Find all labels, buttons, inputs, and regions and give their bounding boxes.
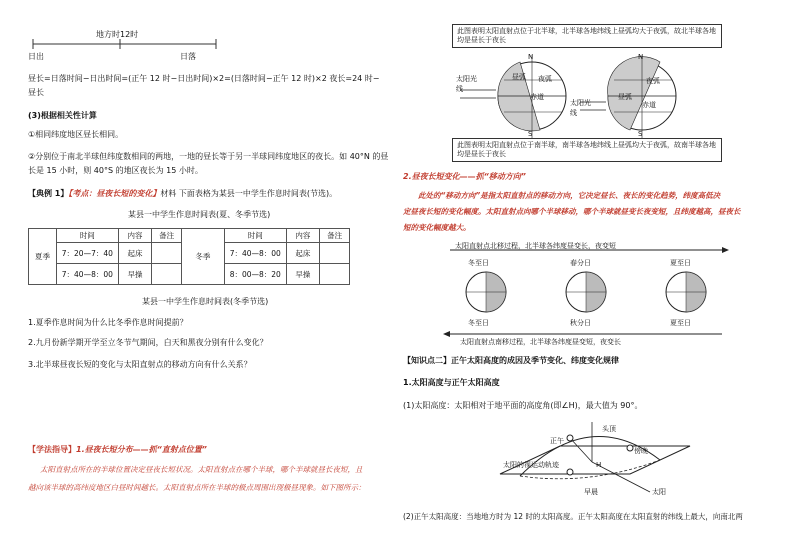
table-title: 某县一中学生作息时间表(夏、冬季节选): [128, 210, 271, 219]
section-2-line-1: 此处的“移动方向”是指太阳直射点的移动方向，它决定昼长、夜长的变化趋势，纬度高低决: [418, 191, 721, 200]
summer-cell: 夏季: [29, 229, 57, 285]
rule-point-2-line-1: ②分别位于南北半球但纬度数相同的两地，一地的昼长等于另一半球同纬度地区的夜长。如 40°N 的昼: [28, 152, 389, 161]
season-top-2: 春分日: [570, 259, 591, 267]
guide-line-1: 太阳直射点所在的半球位置决定昼夜长短状况。太阳直射点在哪个半球，哪个半球就昼长夜短，且: [40, 465, 363, 474]
timeline-sunset-label: 日落: [180, 52, 196, 61]
table-caption: 某县一中学生作息时间表(冬季节选): [142, 297, 269, 306]
row2-time-2: 8：00—8：20: [224, 264, 286, 285]
winter-cell: 冬季: [182, 229, 225, 285]
row1-time-2: 7：40—8：00: [224, 243, 286, 264]
sun-path-label: 太阳的视运动轨迹: [503, 461, 559, 469]
question-3: 3.北半球昼夜长短的变化与太阳直射点的移动方向有什么关系？: [28, 360, 252, 369]
formula-line-2: 昼长: [28, 88, 44, 97]
section-3-title: (3)根据相关性计算: [28, 111, 97, 120]
question-2: 2.九月份新学期开学至立冬节气期间，白天和黑夜分别有什么变化？: [28, 338, 268, 347]
globe-equator-label-1: 赤道: [530, 93, 544, 101]
globe-sunlight-label-1: 太阳光线: [456, 75, 477, 93]
row2-content: 早操: [118, 264, 152, 285]
section-2-line-2: 定昼夜长短的变化幅度。太阳直射点向哪个半球移动，哪个半球就昼变长夜变短，且纬度越高，昼夜长: [403, 207, 741, 216]
section-2-title: 2.昼夜长短变化——抓“移动方向”: [403, 172, 526, 181]
header-note-2: 备注: [320, 229, 350, 243]
altitude-angle-label: H: [596, 461, 602, 469]
zenith-label: 头顶: [602, 425, 616, 433]
header-note: 备注: [152, 229, 182, 243]
header-content-2: 内容: [286, 229, 320, 243]
arrow-north-label: 太阳直射点北移过程，北半球各纬度昼变长，夜变短: [455, 242, 616, 250]
example-label: 【典例 1】: [28, 189, 69, 198]
knowledge-point-2-title: 【知识点二】正午太阳高度的成因及季节变化、纬度变化规律: [403, 356, 619, 365]
noon-sun-altitude-definition: (2)正午太阳高度：当地地方时为 12 时的太阳高度。正午太阳高度在太阳直射的纬线上最大，向南北两: [403, 512, 743, 521]
row2-note: [152, 264, 182, 285]
header-content: 内容: [118, 229, 152, 243]
row1-content-2: 起床: [286, 243, 320, 264]
season-bottom-3: 夏至日: [670, 319, 691, 327]
season-bottom-1: 冬至日: [468, 319, 489, 327]
row2-time: 7：40—8：00: [56, 264, 118, 285]
rule-point-1: ①相同纬度地区昼长相同。: [28, 130, 124, 139]
row2-note-2: [320, 264, 350, 285]
table-header-row: [29, 229, 350, 243]
season-bottom-2: 秋分日: [570, 319, 591, 327]
globe-night-arc-label-2: 夜弧: [646, 77, 660, 85]
schedule-table: [28, 228, 350, 285]
row1-note-2: [320, 243, 350, 264]
globes-illumination-diagram: [450, 50, 730, 140]
header-time-2: 时间: [224, 229, 286, 243]
globe-day-arc-label-2: 昼弧: [618, 93, 632, 101]
knowledge-point-2-subtitle: 1.太阳高度与正午太阳高度: [403, 378, 500, 387]
example-text: 材料 下面表格为某县一中学生作息时间表(节选)。: [160, 189, 338, 198]
sun-label: 太阳: [652, 488, 666, 496]
question-1: 1.夏季作息时间为什么比冬季作息时间提前？: [28, 318, 188, 327]
sun-path-diagram: [480, 416, 700, 496]
rule-point-2-line-2: 长是 15 小时，则 40°S 的地区夜长为 15 小时。: [28, 166, 203, 175]
guide-title: 1.昼夜长短分布——抓“直射点位置”: [76, 445, 207, 454]
sun-altitude-definition: (1)太阳高度：太阳相对于地平面的高度角(即∠H)，最大值为 90°。: [403, 401, 643, 410]
globe-south-label-1: S: [528, 130, 533, 138]
globe-night-arc-label-1: 夜弧: [538, 75, 552, 83]
row1-time: 7：20—7：40: [56, 243, 118, 264]
row2-content-2: 早操: [286, 264, 320, 285]
globe-north-label-1: N: [528, 53, 534, 61]
globe-day-arc-label-1: 昼弧: [512, 73, 526, 81]
row1-content: 起床: [118, 243, 152, 264]
season-top-1: 冬至日: [468, 259, 489, 267]
guide-tag: 【学法指导】: [28, 445, 76, 454]
header-time: 时间: [56, 229, 118, 243]
guide-line-2: 越向该半球的高纬度地区白昼时间越长。太阳直射点所在半球的极点周围出现极昼现象。如下图所示：: [28, 483, 366, 492]
section-2-line-3: 短的变化幅度越大。: [403, 223, 471, 232]
example-tag: 【考点：昼夜长短的变化】: [68, 189, 161, 198]
guide-heading: [28, 445, 207, 455]
morning-label: 早晨: [584, 488, 598, 496]
timeline-noon-label: 地方时12时: [96, 30, 139, 39]
caption-box-south: 此图表明太阳直射点位于南半球，南半球各地纬线上昼弧均大于夜弧，故南半球各地均是昼长于夜长: [452, 138, 722, 162]
globe-north-label-2: N: [638, 53, 644, 61]
arrow-south-label: 太阳直射点南移过程，北半球各纬度昼变短，夜变长: [460, 338, 621, 346]
evening-label: 傍晚: [634, 447, 648, 455]
season-top-3: 夏至日: [670, 259, 691, 267]
noon-label: 正午: [550, 437, 564, 445]
globe-south-label-2: S: [638, 130, 643, 138]
caption-box-north: 此图表明太阳直射点位于北半球，北半球各地纬线上昼弧均大于夜弧，故北半球各地均是昼长于夜长: [452, 24, 722, 48]
timeline-sunrise-label: 日出: [28, 52, 44, 61]
row1-note: [152, 243, 182, 264]
example-heading: [28, 189, 337, 199]
formula-line-1: 昼长=日落时间−日出时间=(正午 12 时−日出时间)×2=(日落时间−正午 12 时)×2 夜长=24 时−: [28, 74, 380, 83]
globe-sunlight-label-2: 太阳光线: [570, 99, 591, 117]
globe-equator-label-2: 赤道: [642, 101, 656, 109]
